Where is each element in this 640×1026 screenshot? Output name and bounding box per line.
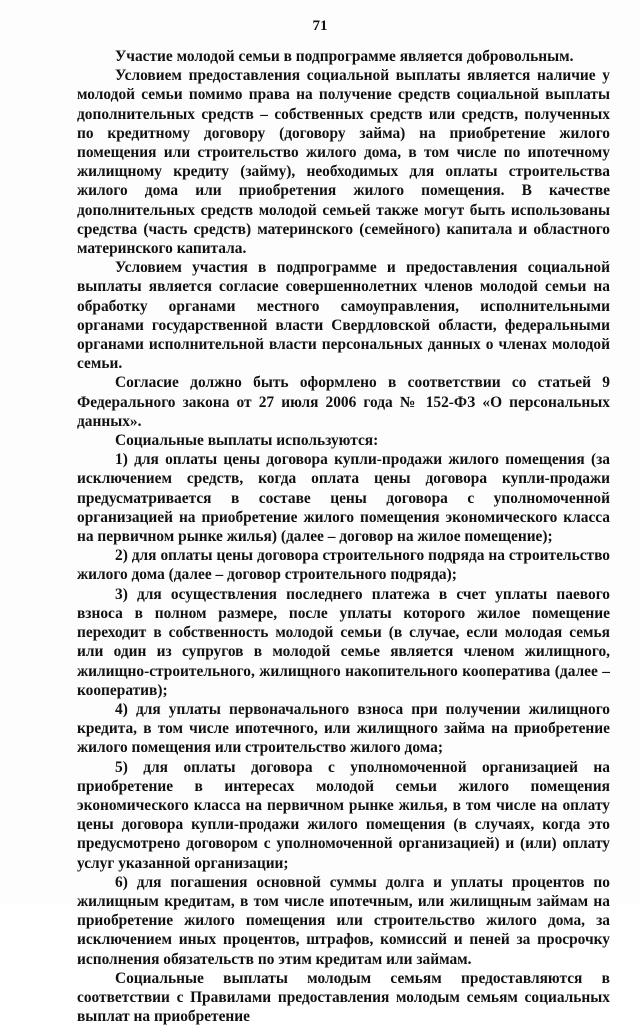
list-item-2: 2) для оплаты цены договора строительного подряда на строительство жилого дома (далее – договор строительного подряда); xyxy=(77,547,610,584)
list-item-3: 3) для осуществления последнего платежа в счет уплаты паевого взноса в полном размере, после уплаты которого жилое помещение переходит в собственность молодой семьи (в случае, если молодая семья или один из супругов в молодой семье является членом жилищного, жилищно-строительного, жилищного накопительного кооператива (далее – кооператив); xyxy=(77,585,610,699)
paragraph-usage-intro: Социальные выплаты используются: xyxy=(115,432,379,450)
paragraph-voluntary-participation: Участие молодой семьи в подпрограмме является добровольным. xyxy=(115,48,574,65)
list-item-4: 4) для уплаты первоначального взноса при получении жилищного кредита, в том числе ипотечного, или жилищного займа на приобретение жилого помещения или строительство жилого дома; xyxy=(77,700,610,757)
paragraph-consent-condition: Условием участия в подпрограмме и предоставления социальной выплаты является согласие совершеннолетних членов молодой семьи на обработку органами местного самоуправления, исполнительными органами государственной власти Свердловской области, федеральными органами исполнительной власти персональных данных о членах молодой семьи. xyxy=(77,259,610,373)
paragraph-rules: Социальные выплаты молодым семьям предоставляются в соответствии с Правилами предоставления молодым семьям социальных выплат на приобретение xyxy=(77,969,610,1026)
paragraph-consent-law: Согласие должно быть оформлено в соответствии со статьей 9 Федерального закона от 27 июля 2006 года № 152-ФЗ «О персональных данных». xyxy=(77,374,610,430)
list-item-5: 5) для оплаты договора с уполномоченной организацией на приобретение в интересах молодой семьи жилого помещения экономического класса на первичном рынке жилья, в том числе на оплату цены договора купли-продажи жилого помещения (в случаях, когда это предусмотрено договором с уполномоченной организацией) и (или) оплату услуг указанной организации; xyxy=(77,758,610,872)
list-item-1: 1) для оплаты цены договора купли-продажи жилого помещения (за исключением средств, когда оплата цены договора купли-продажи предусматривается в составе цены договора с уполномоченной организацией на приобретение жилого помещения экономического класса на первичном рынке жилья) (далее – договор на жилое помещение); xyxy=(77,451,610,546)
paragraph-additional-funds: Условием предоставления социальной выплаты является наличие у молодой семьи помимо права на получение средств социальной выплаты дополнительных средств – собственных средств или средств, полученных по кредитному договору (договору займа) на приобретение жилого помещения или строительство жилого дома, в том числе по ипотечному жилищному кредиту (займу), необходимых для оплаты строительства жилого дома или приобретения жилого помещения. В качестве дополнительных средств молодой семьей также могут быть использованы средства (часть средств) материнского (семейного) капитала и областного материнского капитала. xyxy=(77,67,610,258)
page-number: 71 xyxy=(312,18,328,34)
document-body xyxy=(77,47,610,1026)
list-item-6: 6) для погашения основной суммы долга и уплаты процентов по жилищным кредитам, в том числе ипотечным, или жилищным займам на приобретение жилого помещения или строительство жилого дома, за исключением иных процентов, штрафов, комиссий и пеней за просрочку исполнения обязательств по этим кредитам или займам. xyxy=(77,873,610,968)
